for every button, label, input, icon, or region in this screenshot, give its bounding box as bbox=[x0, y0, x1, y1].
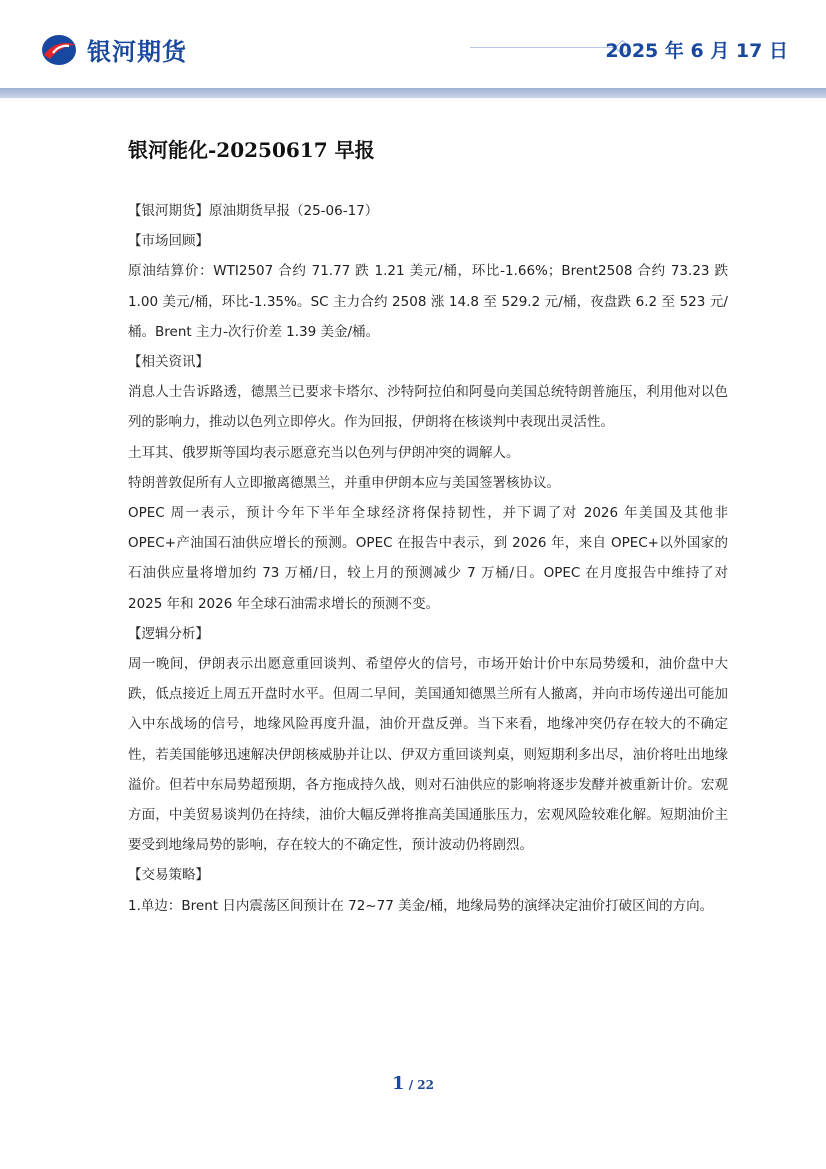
galaxy-logo-icon bbox=[40, 33, 78, 67]
section-heading: 【相关资讯】 bbox=[128, 354, 209, 371]
page-number bbox=[0, 1073, 826, 1094]
paragraph: 消息人士告诉路透，德黑兰已要求卡塔尔、沙特阿拉伯和阿曼向美国总统特朗普施压，利用他对以色列的影响力，推动以色列立即停火。作为回报，伊朗将在核谈判中表现出灵活性。 bbox=[128, 384, 728, 431]
section-heading: 【交易策略】 bbox=[128, 867, 209, 884]
paragraph: 特朗普敦促所有人立即撤离德黑兰，并重申伊朗本应与美国签署核协议。 bbox=[128, 474, 560, 491]
report-source: 【银河期货】原油期货早报（25-06-17） bbox=[128, 203, 379, 219]
paragraph: 原油结算价：WTI2507 合约 71.77 跌 1.21 美元/桶，环比-1.66%；Brent2508 合约 73.23 跌 1.00 美元/桶，环比-1.35%。SC 主力合约 2508 涨 14.8 至 529.2 元/桶，夜盘跌 6.2 至 523 元/桶。Brent 主力-次行价差 1.39 美金/桶。 bbox=[128, 263, 728, 340]
header-divider bbox=[470, 47, 616, 48]
report-date: 2025 年 6 月 17 日 bbox=[605, 40, 788, 62]
paragraph: 1.单边：Brent 日内震荡区间预计在 72~77 美金/桶，地缘局势的演绎决定油价打破区间的方向。 bbox=[128, 897, 714, 914]
page-total: 22 bbox=[417, 1078, 434, 1092]
section-heading: 【市场回顾】 bbox=[128, 233, 209, 250]
paragraph: 土耳其、俄罗斯等国均表示愿意充当以色列与伊朗冲突的调解人。 bbox=[128, 444, 520, 461]
paragraph: 周一晚间，伊朗表示出愿意重回谈判、希望停火的信号，市场开始计价中东局势缓和，油价盘中大跌，低点接近上周五开盘时水平。但周二早间，美国通知德黑兰所有人撤离，并向市场传递出可能加入中东战场的信号，地缘风险再度升温，油价开盘反弹。当下来看，地缘冲突仍存在较大的不确定性，若美国能够迅速解决伊朗核威胁并让以、伊双方重回谈判桌，则短期利多出尽，油价将吐出地缘溢价。但若中东局势超预期，各方拖成持久战，则对石油供应的影响将逐步发酵并被重新计价。宏观方面，中美贸易谈判仍在持续，油价大幅反弹将推高美国通胀压力，宏观风险较难化解。短期油价主要受到地缘局势的影响，存在较大的不确定性，预计波动仍将剧烈。 bbox=[128, 656, 728, 854]
logo-text: 银河期货 bbox=[87, 38, 187, 66]
page-current: 1 bbox=[392, 1073, 405, 1094]
report-body bbox=[128, 196, 728, 921]
page-separator: / bbox=[404, 1078, 418, 1092]
section-heading: 【逻辑分析】 bbox=[128, 625, 209, 642]
page-title: 银河能化-20250617 早报 bbox=[128, 138, 375, 162]
header-band bbox=[0, 88, 826, 98]
paragraph: OPEC 周一表示，预计今年下半年全球经济将保持韧性，并下调了对 2026 年美国及其他非 OPEC+产油国石油供应增长的预测。OPEC 在报告中表示，到 2026 年，来自 OPEC+以外国家的石油供应量将增加约 73 万桶/日，较上月的预测减少 7 万桶/日。OPEC 在月度报告中维持了对 2025 年和 2026 年全球石油需求增长的预测不变。 bbox=[128, 505, 728, 612]
page-header bbox=[0, 0, 826, 100]
